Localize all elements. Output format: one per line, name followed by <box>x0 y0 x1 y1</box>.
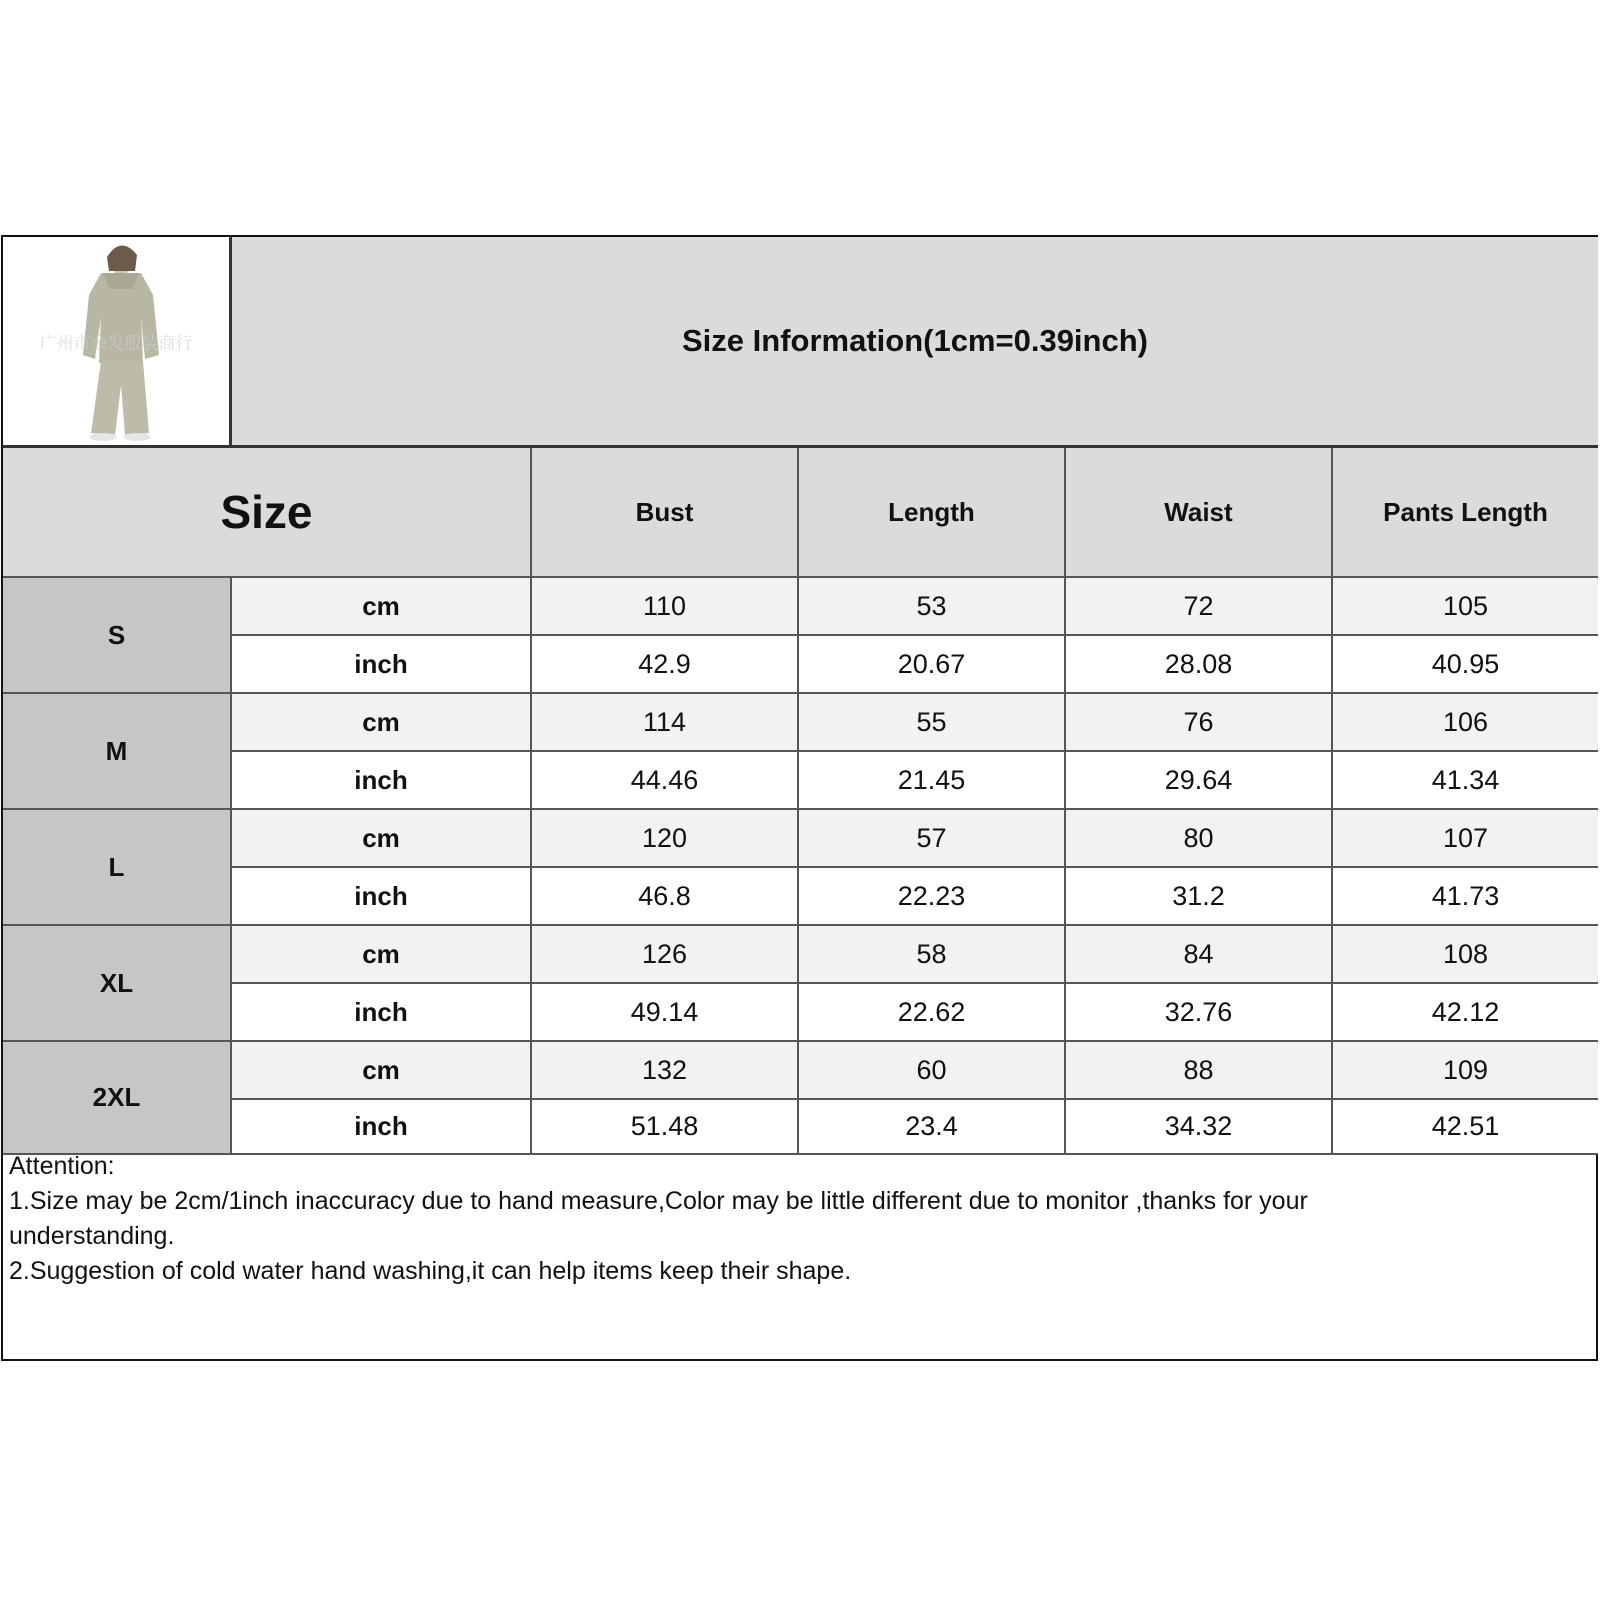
table-cell: 40.95 <box>1333 636 1598 694</box>
watermark-text: 广州市余发服装商行 <box>39 334 193 354</box>
size-header: Size <box>3 448 532 578</box>
unit-inch-2xl: inch <box>232 1100 532 1155</box>
unit-cm-l: cm <box>232 810 532 868</box>
notes-line-1: 1.Size may be 2cm/1inch inaccuracy due to hand measure,Color may be little different due to monitor ,thanks for your understanding. <box>9 1187 1315 1250</box>
table-cell: 120 <box>532 810 799 868</box>
notes-heading: Attention: <box>9 1152 115 1180</box>
table-cell: 110 <box>532 578 799 636</box>
table-cell: 57 <box>799 810 1066 868</box>
header-bust: Bust <box>532 448 799 578</box>
table-cell: 60 <box>799 1042 1066 1100</box>
table-cell: 23.4 <box>799 1100 1066 1155</box>
table-cell: 32.76 <box>1066 984 1333 1042</box>
table-cell: 76 <box>1066 694 1333 752</box>
table-cell: 132 <box>532 1042 799 1100</box>
table-cell: 55 <box>799 694 1066 752</box>
table-cell: 20.67 <box>799 636 1066 694</box>
table-cell: 42.51 <box>1333 1100 1598 1155</box>
unit-inch-l: inch <box>232 868 532 926</box>
header-pants-length: Pants Length <box>1333 448 1598 578</box>
size-label-l: L <box>3 810 232 926</box>
size-chart <box>1 235 1598 1361</box>
table-cell: 31.2 <box>1066 868 1333 926</box>
table-cell: 58 <box>799 926 1066 984</box>
table-cell: 28.08 <box>1066 636 1333 694</box>
table-cell: 126 <box>532 926 799 984</box>
table-cell: 51.48 <box>532 1100 799 1155</box>
table-cell: 72 <box>1066 578 1333 636</box>
table-cell: 41.73 <box>1333 868 1598 926</box>
size-label-xl: XL <box>3 926 232 1042</box>
size-label-m: M <box>3 694 232 810</box>
unit-cm-m: cm <box>232 694 532 752</box>
size-label-2xl: 2XL <box>3 1042 232 1155</box>
table-cell: 42.12 <box>1333 984 1598 1042</box>
table-cell: 84 <box>1066 926 1333 984</box>
unit-cm-2xl: cm <box>232 1042 532 1100</box>
table-cell: 34.32 <box>1066 1100 1333 1155</box>
table-cell: 44.46 <box>532 752 799 810</box>
table-cell: 88 <box>1066 1042 1333 1100</box>
unit-inch-s: inch <box>232 636 532 694</box>
table-cell: 108 <box>1333 926 1598 984</box>
model-tracksuit-icon <box>3 237 229 445</box>
product-photo <box>3 237 232 448</box>
table-cell: 29.64 <box>1066 752 1333 810</box>
header-waist: Waist <box>1066 448 1333 578</box>
table-cell: 80 <box>1066 810 1333 868</box>
table-cell: 106 <box>1333 694 1598 752</box>
table-cell: 109 <box>1333 1042 1598 1100</box>
notes-line-2: 2.Suggestion of cold water hand washing,it can help items keep their shape. <box>9 1257 852 1285</box>
size-label-s: S <box>3 578 232 694</box>
table-cell: 22.23 <box>799 868 1066 926</box>
table-cell: 107 <box>1333 810 1598 868</box>
table-cell: 105 <box>1333 578 1598 636</box>
unit-cm-xl: cm <box>232 926 532 984</box>
table-cell: 53 <box>799 578 1066 636</box>
table-cell: 42.9 <box>532 636 799 694</box>
table-cell: 41.34 <box>1333 752 1598 810</box>
unit-inch-xl: inch <box>232 984 532 1042</box>
table-cell: 114 <box>532 694 799 752</box>
chart-title: Size Information(1cm=0.39inch) <box>232 237 1598 448</box>
table-cell: 46.8 <box>532 868 799 926</box>
unit-cm-s: cm <box>232 578 532 636</box>
header-length: Length <box>799 448 1066 578</box>
unit-inch-m: inch <box>232 752 532 810</box>
table-cell: 49.14 <box>532 984 799 1042</box>
table-cell: 22.62 <box>799 984 1066 1042</box>
attention-notes <box>3 1145 1598 1359</box>
table-cell: 21.45 <box>799 752 1066 810</box>
